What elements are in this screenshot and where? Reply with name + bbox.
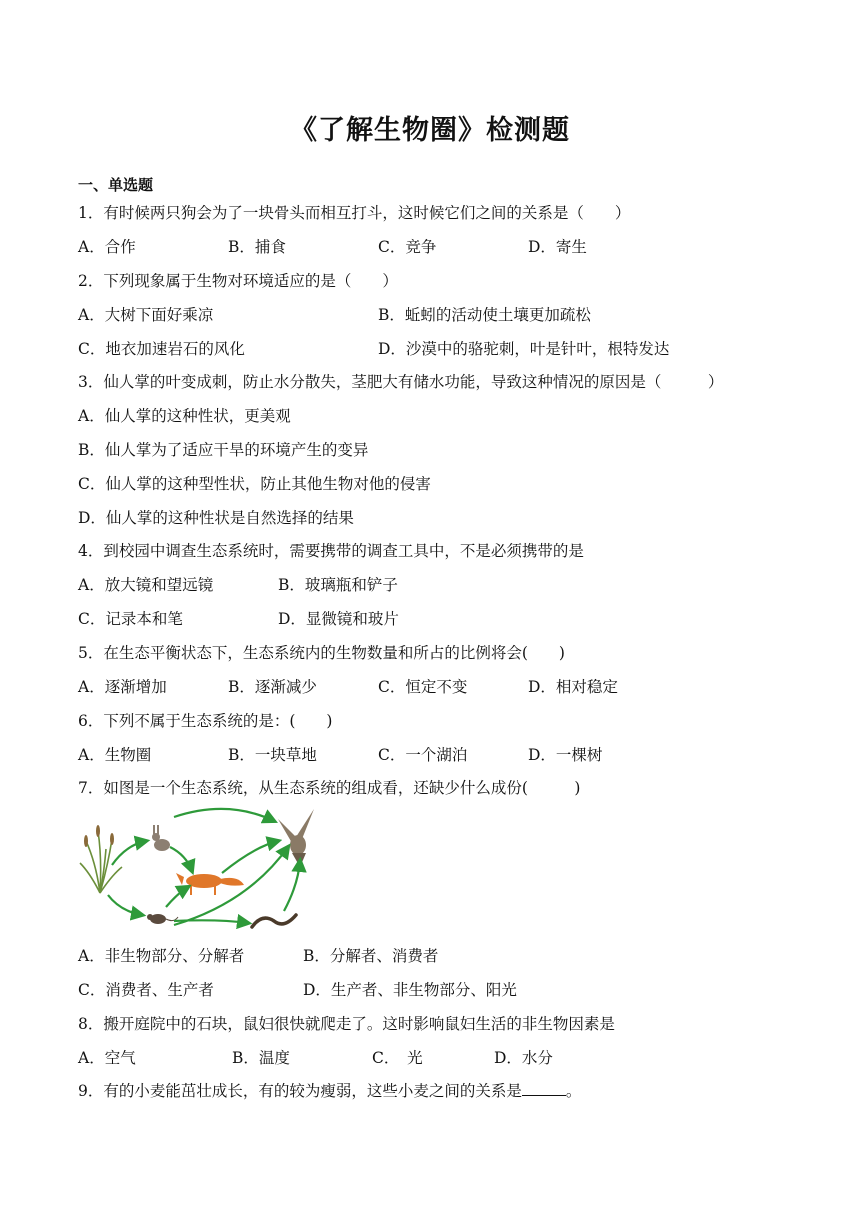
q7-option-d[interactable]: D．生产者、非生物部分、阳光 — [303, 981, 517, 999]
q6-option-b[interactable]: B．一块草地 — [228, 746, 317, 764]
q7-option-c[interactable]: C．消费者、生产者 — [78, 981, 214, 999]
snake-icon — [252, 915, 296, 927]
question-7-stem: 7．如图是一个生态系统，从生态系统的组成看，还缺少什么成份( ) — [78, 779, 581, 797]
q1-option-d[interactable]: D．寄生 — [528, 238, 587, 256]
question-3-stem: 3．仙人掌的叶变成刺，防止水分散失，茎肥大有储水功能，导致这种情况的原因是（ ） — [78, 373, 724, 391]
mouse-icon — [147, 914, 178, 924]
q5-option-d[interactable]: D．相对稳定 — [528, 678, 618, 696]
food-web-diagram — [78, 803, 330, 935]
rabbit-icon — [152, 825, 170, 851]
q2-option-a[interactable]: A．大树下面好乘凉 — [78, 306, 214, 324]
section-heading: 一、单选题 — [78, 176, 154, 194]
q3-option-d[interactable]: D．仙人掌的这种性状是自然选择的结果 — [78, 509, 354, 527]
q3-option-b[interactable]: B．仙人掌为了适应干旱的环境产生的变异 — [78, 441, 369, 459]
fox-icon — [176, 873, 244, 895]
q6-option-a[interactable]: A．生物圈 — [78, 746, 152, 764]
q2-option-c[interactable]: C．地衣加速岩石的风化 — [78, 340, 245, 358]
question-9-text: 9．有的小麦能茁壮成长，有的较为瘦弱，这些小麦之间的关系是 — [78, 1082, 522, 1100]
q6-option-c[interactable]: C．一个湖泊 — [378, 746, 468, 764]
q4-option-a[interactable]: A．放大镜和望远镜 — [78, 576, 214, 594]
q8-option-d[interactable]: D．水分 — [494, 1049, 553, 1067]
question-9-stem — [78, 1081, 581, 1101]
q8-option-c[interactable]: C． 光 — [372, 1049, 423, 1067]
q7-option-b[interactable]: B．分解者、消费者 — [303, 947, 439, 965]
q5-option-c[interactable]: C．恒定不变 — [378, 678, 468, 696]
q1-option-a[interactable]: A．合作 — [78, 238, 136, 256]
question-2-stem: 2．下列现象属于生物对环境适应的是（ ） — [78, 272, 398, 290]
question-8-stem: 8．搬开庭院中的石块，鼠妇很快就爬走了。这时影响鼠妇生活的非生物因素是 — [78, 1015, 615, 1033]
q1-option-b[interactable]: B．捕食 — [228, 238, 286, 256]
q7-option-a[interactable]: A．非生物部分、分解者 — [78, 947, 245, 965]
answer-blank[interactable] — [522, 1081, 566, 1096]
q2-option-d[interactable]: D．沙漠中的骆驼刺，叶是针叶，根特发达 — [378, 340, 670, 358]
question-4-stem: 4．到校园中调查生态系统时，需要携带的调查工具中，不是必须携带的是 — [78, 542, 584, 560]
hawk-icon — [278, 809, 314, 867]
q4-option-d[interactable]: D．显微镜和玻片 — [278, 610, 399, 628]
question-9-end: 。 — [565, 1082, 582, 1100]
q5-option-b[interactable]: B．逐渐减少 — [228, 678, 317, 696]
q3-option-a[interactable]: A．仙人掌的这种性状，更美观 — [78, 407, 291, 425]
q3-option-c[interactable]: C．仙人掌的这种型性状，防止其他生物对他的侵害 — [78, 475, 431, 493]
question-1-stem: 1．有时候两只狗会为了一块骨头而相互打斗，这时候它们之间的关系是（ ） — [78, 204, 631, 222]
page-title: 《了解生物圈》检测题 — [290, 115, 570, 146]
q4-option-b[interactable]: B．玻璃瓶和铲子 — [278, 576, 398, 594]
question-5-stem: 5．在生态平衡状态下，生态系统内的生物数量和所占的比例将会( ) — [78, 644, 565, 662]
q4-option-c[interactable]: C．记录本和笔 — [78, 610, 183, 628]
q1-option-c[interactable]: C．竞争 — [378, 238, 437, 256]
q8-option-b[interactable]: B．温度 — [232, 1049, 290, 1067]
q2-option-b[interactable]: B．蚯蚓的活动使土壤更加疏松 — [378, 306, 591, 324]
q6-option-d[interactable]: D．一棵树 — [528, 746, 603, 764]
question-6-stem: 6．下列不属于生态系统的是：( ) — [78, 712, 333, 730]
q5-option-a[interactable]: A．逐渐增加 — [78, 678, 167, 696]
q8-option-a[interactable]: A．空气 — [78, 1049, 136, 1067]
